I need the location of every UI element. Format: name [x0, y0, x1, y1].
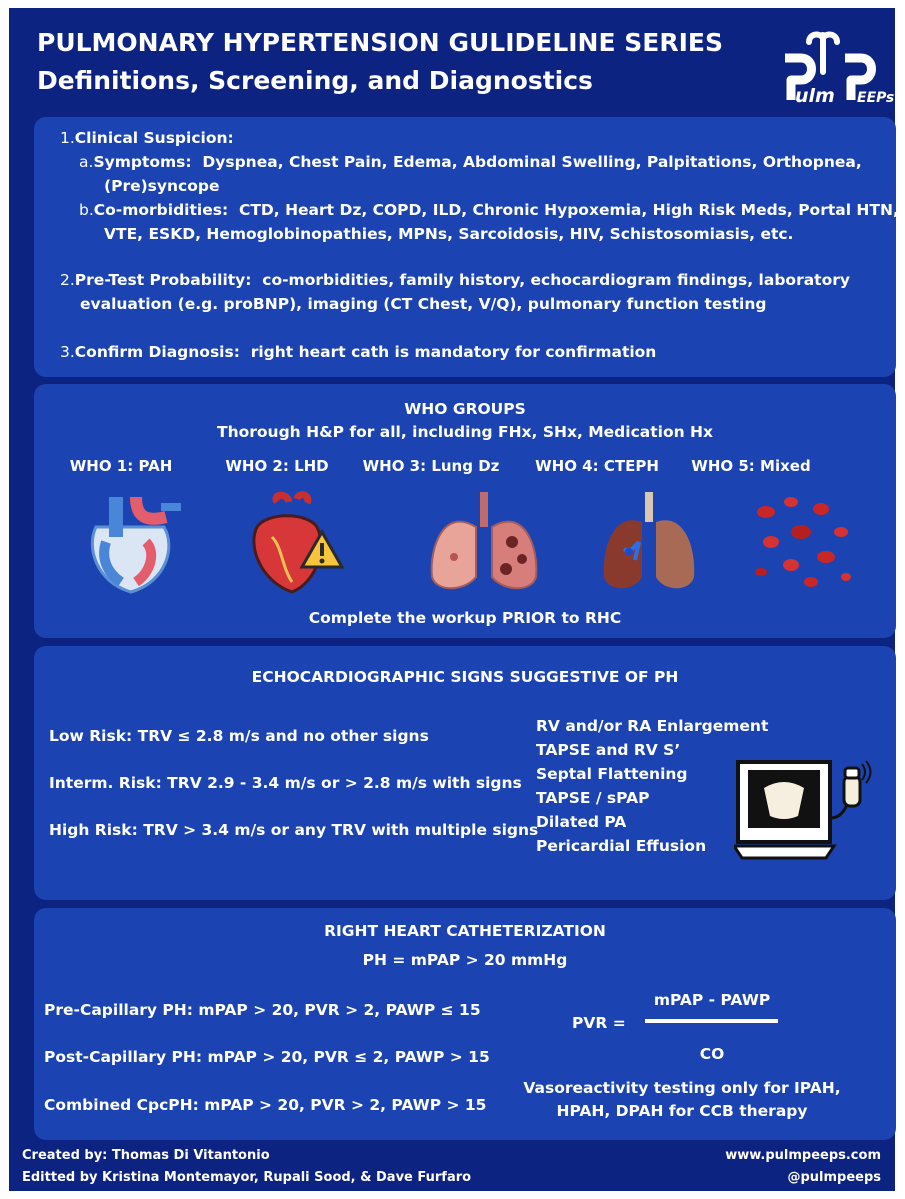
item-1b-comorbidities-cont: VTE, ESKD, Hemoglobinopathies, MPNs, Sarcoidosis, HIV, Schistosomiasis, etc. — [104, 225, 794, 243]
echo-signs-card — [34, 646, 896, 900]
who-footer-note: Complete the workup PRIOR to RHC — [308, 609, 622, 627]
footer-website[interactable]: www.pulmpeeps.com — [725, 1148, 881, 1163]
echo-low-risk: Low Risk: TRV ≤ 2.8 m/s and no other signs — [49, 727, 429, 745]
rhc-post-capillary: Post-Capillary PH: mPAP > 20, PVR ≤ 2, PAWP > 15 — [44, 1048, 490, 1066]
echo-title: ECHOCARDIOGRAPHIC SIGNS SUGGESTIVE OF PH — [251, 668, 679, 686]
who-3-label: WHO 3: Lung Dz — [362, 457, 500, 475]
item-1b-comorbidities: b.Co-morbidities: CTD, Heart Dz, COPD, ILD, Chronic Hypoxemia, High Risk Meds, Portal HTN, — [79, 201, 899, 219]
blood-cells-icon — [746, 487, 856, 601]
footer-handle[interactable]: @pulmpeeps — [787, 1170, 881, 1185]
item-2-pretest-cont: evaluation (e.g. proBNP), imaging (CT Chest, V/Q), pulmonary function testing — [80, 295, 767, 313]
clinical-suspicion-card — [34, 117, 899, 377]
item-3-confirm: 3.Confirm Diagnosis: right heart cath is mandatory for confirmation — [60, 343, 657, 361]
pvr-formula-denominator: CO — [699, 1045, 725, 1063]
vasoreactivity-note-2: HPAH, DPAH for CCB therapy — [556, 1102, 808, 1120]
rhc-combined: Combined CpcPH: mPAP > 20, PVR > 2, PAWP > 15 — [44, 1096, 487, 1114]
vasoreactivity-note-1: Vasoreactivity testing only for IPAH, — [523, 1079, 841, 1097]
footer-edited-by: Editted by Kristina Montemayor, Rupali Sood, & Dave Furfaro — [22, 1170, 472, 1185]
who-1-label: WHO 1: PAH — [69, 457, 173, 475]
who-subtitle: Thorough H&P for all, including FHx, SHx, Medication Hx — [217, 423, 713, 441]
who-2-label: WHO 2: LHD — [225, 457, 329, 475]
echo-sign-4: TAPSE / sPAP — [536, 789, 650, 807]
svg-text:EEPs: EEPs — [857, 90, 895, 106]
infographic-poster — [9, 8, 899, 1191]
echo-sign-2: TAPSE and RV S’ — [536, 741, 681, 759]
rhc-title: RIGHT HEART CATHETERIZATION — [324, 922, 606, 940]
who-groups-card — [34, 384, 896, 638]
pvr-formula-numerator: mPAP - PAWP — [653, 991, 771, 1009]
poster-title: PULMONARY HYPERTENSION GULIDELINE SERIES — [37, 28, 723, 57]
echo-interm-risk: Interm. Risk: TRV 2.9 - 3.4 m/s or > 2.8 m/s with signs — [49, 774, 522, 792]
diseased-lungs-icon — [424, 487, 544, 601]
fraction-bar — [645, 1019, 778, 1023]
pvr-formula-lhs: PVR = — [572, 1014, 626, 1032]
poster-subtitle: Definitions, Screening, and Diagnostics — [37, 66, 593, 95]
echo-sign-5: Dilated PA — [536, 813, 627, 831]
who-4-label: WHO 4: CTEPH — [535, 457, 659, 475]
svg-text:ulm: ulm — [795, 85, 835, 107]
item-2-pretest: 2.Pre-Test Probability: co-morbidities, family history, echocardiogram findings, laboratory — [60, 271, 850, 289]
pulm-peeps-logo — [771, 28, 901, 116]
rhc-pre-capillary: Pre-Capillary PH: mPAP > 20, PVR > 2, PAWP ≤ 15 — [44, 1001, 481, 1019]
footer-created-by: Created by: Thomas Di Vitantonio — [22, 1148, 270, 1163]
echo-sign-3: Septal Flattening — [536, 765, 688, 783]
rhc-card — [34, 908, 896, 1140]
who-title: WHO GROUPS — [404, 400, 526, 418]
heart-anatomy-icon — [76, 487, 186, 601]
echo-sign-6: Pericardial Effusion — [536, 837, 707, 855]
item-1a-symptoms: a.Symptoms: Dyspnea, Chest Pain, Edema, Abdominal Swelling, Palpitations, Orthopnea, — [79, 153, 862, 171]
item-1: 1.Clinical Suspicion: — [60, 129, 234, 147]
rhc-definition: PH = mPAP > 20 mmHg — [362, 951, 568, 969]
who-5-label: WHO 5: Mixed — [691, 457, 811, 475]
heart-warning-icon — [237, 487, 347, 601]
echo-sign-1: RV and/or RA Enlargement — [536, 717, 769, 735]
ultrasound-machine-icon — [734, 758, 874, 872]
item-1a-symptoms-cont: (Pre)syncope — [104, 177, 220, 195]
echo-high-risk: High Risk: TRV > 3.4 m/s or any TRV with multiple signs — [49, 821, 539, 839]
lungs-clot-icon — [594, 487, 704, 601]
